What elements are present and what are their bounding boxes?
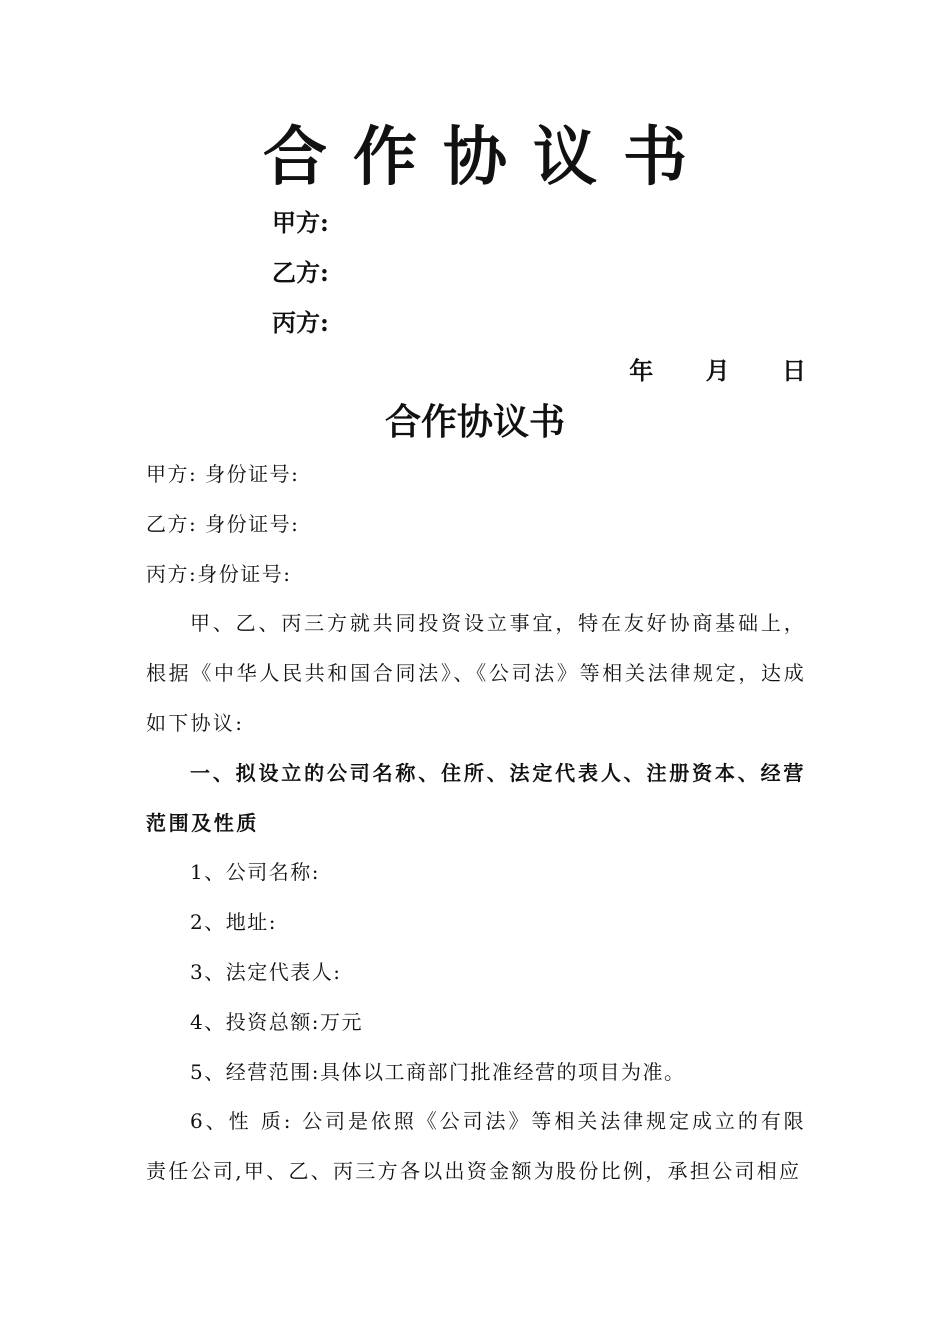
cover-title: 合作协议书	[263, 120, 713, 195]
document-title: 合作协议书	[384, 401, 565, 443]
date-year: 年	[629, 356, 654, 385]
date-line	[629, 356, 806, 386]
section-1-heading: 一、拟设立的公司名称、住所、法定代表人、注册资本、经营范围及性质	[146, 761, 806, 835]
party-a-id-line: 甲方: 身份证号:	[146, 462, 300, 486]
cover-party-a-label: 甲方:	[272, 208, 329, 237]
item-company-name: 1、公司名称:	[190, 860, 320, 884]
cover-party-c-label: 丙方:	[272, 308, 329, 337]
party-b-id-line: 乙方: 身份证号:	[146, 512, 300, 536]
date-day: 日	[782, 356, 806, 385]
item-address: 2、地址:	[190, 910, 277, 934]
date-month: 月	[705, 356, 730, 385]
cover-party-b-label: 乙方:	[272, 258, 329, 287]
intro-paragraph: 甲、乙、丙三方就共同投资设立事宜，特在友好协商基础上，根据《中华人民共和国合同法》、《公司法》等相关法律规定，达成如下协议:	[146, 611, 806, 735]
item-legal-representative: 3、法定代表人:	[190, 960, 342, 984]
item-total-investment: 4、投资总额:万元	[190, 1010, 363, 1034]
party-c-id-line: 丙方:身份证号:	[146, 562, 292, 586]
item-business-scope: 5、经营范围:具体以工商部门批准经营的项目为准。	[190, 1060, 686, 1084]
item-nature-paragraph: 6、性 质: 公司是依照《公司法》等相关法律规定成立的有限责任公司,甲、乙、丙三方各以出资金额为股份比例，承担公司相应	[146, 1109, 806, 1183]
